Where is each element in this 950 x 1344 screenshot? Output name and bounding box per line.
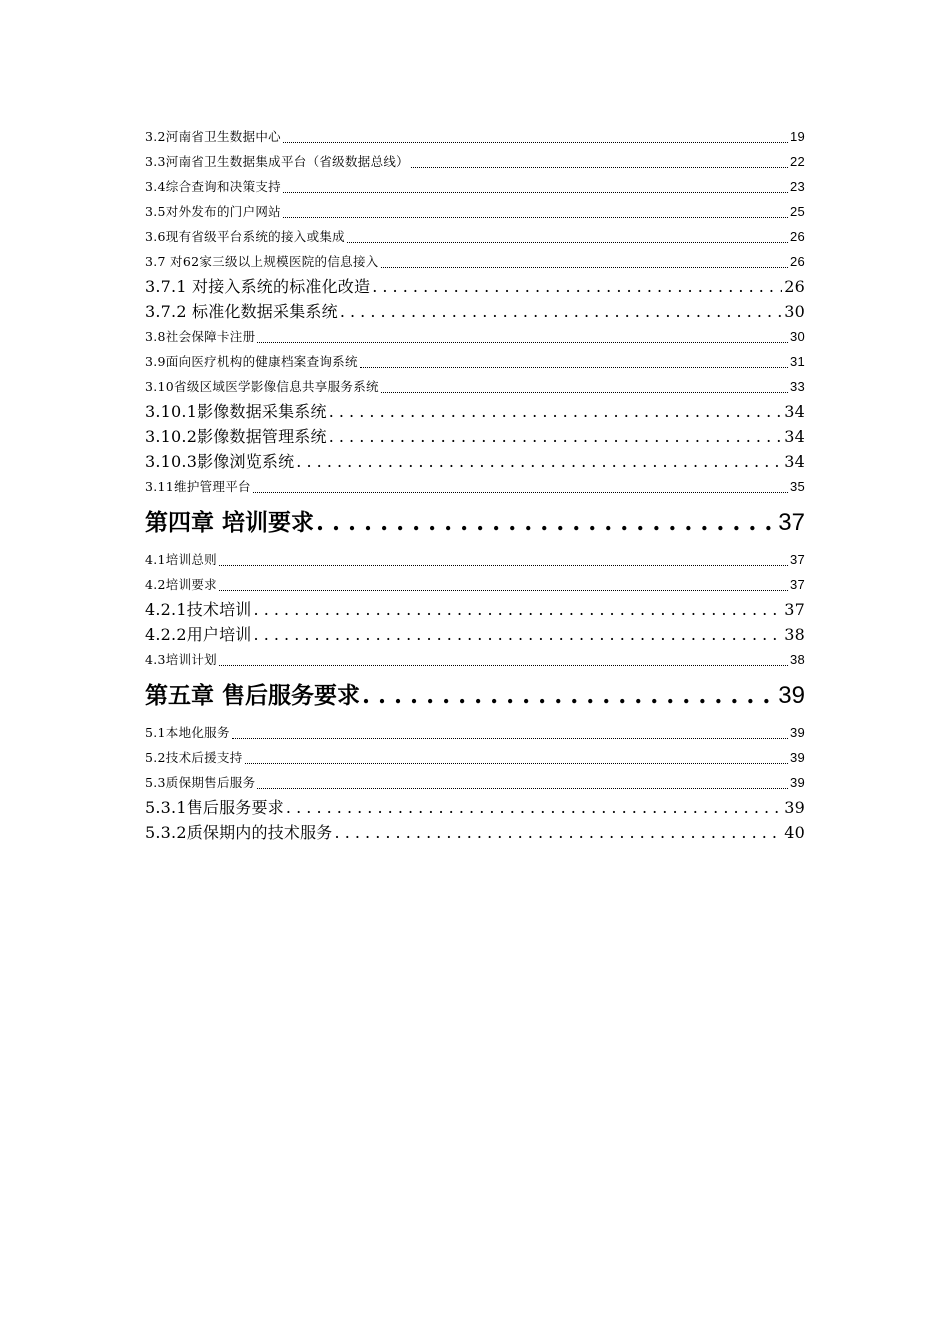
toc-entry[interactable] [145, 299, 805, 324]
toc-entry-label: 4.2培训要求 [145, 577, 217, 592]
toc-entry[interactable] [145, 474, 805, 499]
toc-entry-page: 37 [789, 552, 805, 567]
toc-entry-page: 39 [789, 775, 805, 790]
toc-entry[interactable] [145, 622, 805, 647]
dot-leader [362, 672, 776, 720]
dot-leader [411, 161, 788, 168]
toc-entry-page: 26 [789, 229, 805, 244]
dot-leader [381, 261, 788, 268]
dot-leader [296, 449, 782, 474]
toc-entry-label: 3.3河南省卫生数据集成平台（省级数据总线） [145, 154, 409, 169]
toc-entry[interactable] [145, 820, 805, 845]
toc-entry-page: 34 [784, 427, 805, 446]
toc-entry-page: 23 [789, 179, 805, 194]
toc-entry-page: 37 [789, 577, 805, 592]
toc-entry-label: 4.1培训总则 [145, 552, 217, 567]
toc-entry-label: 4.2.2用户培训 [145, 625, 252, 644]
dot-leader [316, 499, 776, 547]
toc-entry[interactable] [145, 124, 805, 149]
toc-entry-label: 3.5对外发布的门户网站 [145, 204, 281, 219]
dot-leader [257, 336, 788, 343]
toc-entry-label: 5.3质保期售后服务 [145, 775, 256, 790]
toc-entry-label: 3.6现有省级平台系统的接入或集成 [145, 229, 345, 244]
toc-entry[interactable] [145, 424, 805, 449]
dot-leader [340, 299, 782, 324]
dot-leader [283, 136, 788, 143]
toc-entry-page: 30 [784, 302, 805, 321]
toc-entry-label: 3.10省级区域医学影像信息共享服务系统 [145, 379, 379, 394]
toc-entry[interactable] [145, 174, 805, 199]
dot-leader [335, 820, 783, 845]
toc-entry[interactable] [145, 324, 805, 349]
toc-entry[interactable] [145, 149, 805, 174]
dot-leader [286, 795, 782, 820]
toc-entry-page: 40 [784, 823, 805, 842]
toc-entry-label: 第五章 售后服务要求 [145, 682, 361, 709]
toc-entry-page: 19 [789, 129, 805, 144]
toc-entry-label: 3.10.1影像数据采集系统 [145, 402, 327, 421]
toc-entry-page: 26 [784, 277, 805, 296]
toc-entry-label: 3.7 对62家三级以上规模医院的信息接入 [145, 254, 379, 269]
toc-entry[interactable] [145, 647, 805, 672]
toc-entry-label: 4.3培训计划 [145, 652, 217, 667]
dot-leader [283, 211, 788, 218]
toc-entry-page: 31 [789, 354, 805, 369]
toc-entry-label: 3.7.1 对接入系统的标准化改造 [145, 277, 371, 296]
toc-entry[interactable] [145, 349, 805, 374]
toc-entry-page: 34 [784, 452, 805, 471]
toc-entry-label: 3.8社会保障卡注册 [145, 329, 256, 344]
toc-entry[interactable] [145, 720, 805, 745]
dot-leader [283, 186, 788, 193]
toc-entry[interactable] [145, 374, 805, 399]
dot-leader [219, 584, 788, 591]
dot-leader [254, 622, 783, 647]
toc-entry[interactable] [145, 745, 805, 770]
toc-entry-label: 5.3.1售后服务要求 [145, 798, 284, 817]
toc-chapter-heading[interactable] [145, 499, 805, 547]
toc-entry-label: 4.2.1技术培训 [145, 600, 252, 619]
toc-entry[interactable] [145, 795, 805, 820]
dot-leader [347, 236, 788, 243]
dot-leader [372, 274, 782, 299]
toc-entry-page: 39 [778, 682, 805, 709]
toc-entry-page: 37 [778, 509, 805, 536]
dot-leader [219, 659, 788, 666]
toc-entry[interactable] [145, 399, 805, 424]
toc-entry-label: 5.3.2质保期内的技术服务 [145, 823, 333, 842]
toc-entry-page: 37 [784, 600, 805, 619]
toc-entry-label: 3.2河南省卫生数据中心 [145, 129, 281, 144]
dot-leader [232, 732, 788, 739]
toc-entry-page: 38 [784, 625, 805, 644]
toc-entry-label: 5.1本地化服务 [145, 725, 230, 740]
toc-entry-page: 22 [789, 154, 805, 169]
toc-entry-label: 3.7.2 标准化数据采集系统 [145, 302, 338, 321]
dot-leader [381, 386, 788, 393]
toc-entry-label: 3.10.3影像浏览系统 [145, 452, 295, 471]
toc-entry[interactable] [145, 572, 805, 597]
toc-entry-page: 33 [789, 379, 805, 394]
dot-leader [329, 424, 783, 449]
toc-entry[interactable] [145, 597, 805, 622]
toc-entry-label: 3.11维护管理平台 [145, 479, 251, 494]
toc-entry-label: 3.9面向医疗机构的健康档案查询系统 [145, 354, 358, 369]
toc-entry[interactable] [145, 199, 805, 224]
toc-entry-page: 25 [789, 204, 805, 219]
toc-entry-page: 26 [789, 254, 805, 269]
toc-entry-page: 39 [784, 798, 805, 817]
dot-leader [360, 361, 788, 368]
dot-leader [219, 559, 788, 566]
toc-entry-page: 35 [789, 479, 805, 494]
toc-entry-page: 30 [789, 329, 805, 344]
toc-entry[interactable] [145, 249, 805, 274]
toc-entry-page: 38 [789, 652, 805, 667]
toc-chapter-heading[interactable] [145, 672, 805, 720]
dot-leader [245, 757, 788, 764]
toc-entry[interactable] [145, 547, 805, 572]
toc-entry-page: 39 [789, 725, 805, 740]
toc-entry-label: 3.10.2影像数据管理系统 [145, 427, 327, 446]
dot-leader [253, 486, 788, 493]
dot-leader [257, 782, 788, 789]
toc-entry-label: 3.4综合查询和决策支持 [145, 179, 281, 194]
dot-leader [254, 597, 783, 622]
toc-entry-page: 34 [784, 402, 805, 421]
toc-entry-label: 5.2技术后援支持 [145, 750, 243, 765]
toc-entry[interactable] [145, 274, 805, 299]
toc-entry[interactable] [145, 449, 805, 474]
toc-entry-label: 第四章 培训要求 [145, 509, 315, 536]
toc-entry[interactable] [145, 224, 805, 249]
toc-entry[interactable] [145, 770, 805, 795]
table-of-contents [145, 124, 805, 845]
dot-leader [329, 399, 783, 424]
toc-entry-page: 39 [789, 750, 805, 765]
